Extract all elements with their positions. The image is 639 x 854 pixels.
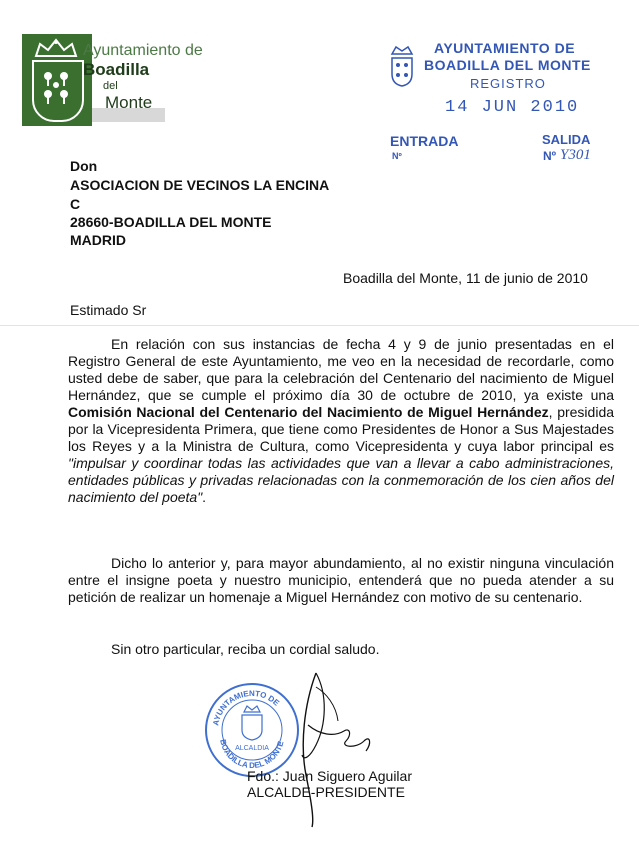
stamp-line2: BOADILLA DEL MONTE [424,57,591,73]
seal-top-text: AYUNTAMIENTO DE [211,689,282,727]
seal-bottom-text: BOADILLA DEL MONTE [218,738,286,771]
stamp-entrada: ENTRADA [390,133,459,149]
stamp-salida: SALIDA [542,132,591,147]
recipient-line2: ASOCIACION DE VECINOS LA ENCINA [70,177,330,193]
recipient-line3: C [70,196,81,212]
recipient-line1: Don [70,158,98,174]
tree-icon [38,66,74,110]
stamp-line3: REGISTRO [470,76,546,91]
stamp-date: 14 JUN 2010 [445,98,580,117]
svg-text:BOADILLA DEL MONTE [218,739,285,770]
signatory-title: ALCALDE-PRESIDENTE [247,784,405,800]
stamp-entrada-no: Nº [392,151,402,161]
fold-line [0,325,639,326]
stamp-line1: AYUNTAMIENTO DE [434,40,576,56]
letterhead-line1: Ayuntamiento de [83,42,203,59]
p1-text-a: En relación con sus instancias de fecha 4 y 9 de junio presentadas en el Registro General de este Ayuntamiento, me veo en la necesidad de recordarle, como usted debe de saber, que para la celebración del Centenario del nacimiento de Miguel Hernández, que se cumple el próximo día 30 de octubre de 2010, ya existe una [68,336,614,403]
crown-icon [30,38,82,58]
date-line: Boadilla del Monte, 11 de junio de 2010 [343,270,588,286]
p2-text: Dicho lo anterior y, para mayor abundamiento, al no existir ninguna vinculación entre el insigne poeta y nuestro municipio, entenderá que no pueda atender a su petición de realizar un homenaje a Miguel Hernández con motivo de su centenario. [68,555,614,605]
p1-text-c: . [202,489,207,505]
letterhead-line4: Monte [105,93,153,112]
recipient-line4: 28660-BOADILLA DEL MONTE [70,214,272,230]
seal-center-text: ALCALDIA [235,745,269,752]
signatory-name: Fdo.: Juan Siguero Aguilar [247,768,412,784]
stamp-salida-no: Nº [543,149,557,163]
body-paragraph-2 [68,555,614,606]
closing-line: Sin otro particular, reciba un cordial saludo. [111,641,380,657]
p1-text-b: , presidida por la Vicepresidenta Primera, que tiene como Presidentes de Honor a Sus Majestades los Reyes y a la Ministra de Cultura, como Vicepresidenta y cuya labor principal es [68,404,615,454]
coat-of-arms-icon [389,44,415,88]
greeting: Estimado Sr [70,302,147,318]
handwritten-signature [286,665,376,830]
p1-quote: "impulsar y coordinar todas las actividades que van a llevar a cabo administraciones, entidades públicas y privadas relacionadas con la conmemoración de los cien años del nacimiento del poeta" [68,455,614,505]
stamp-salida-number: Y301 [560,147,591,163]
recipient-line5: MADRID [70,232,126,248]
body-paragraph-1 [68,336,614,506]
letterhead-line2: Boadilla [83,60,150,79]
letterhead-line3: del [103,80,118,92]
p1-commission-name: Comisión Nacional del Centenario del Nacimiento de Miguel Hernández [68,404,549,420]
